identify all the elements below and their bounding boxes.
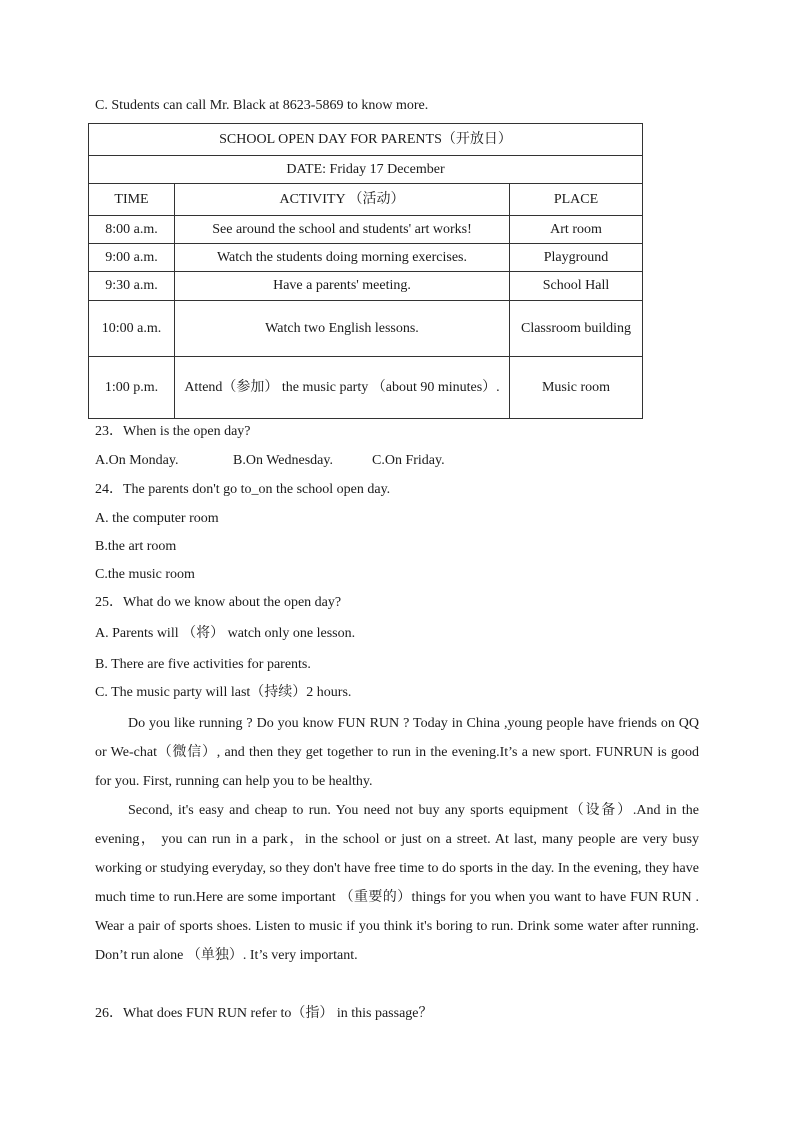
row-place: Art room bbox=[510, 216, 643, 244]
table-row bbox=[89, 272, 643, 301]
table-row bbox=[89, 216, 643, 244]
schedule-title: SCHOOL OPEN DAY FOR PARENTS（开放日） bbox=[89, 124, 643, 156]
header-activity: ACTIVITY （活动） bbox=[175, 184, 510, 216]
row-activity: See around the school and students' art works! bbox=[175, 216, 510, 244]
row-activity: Watch two English lessons. bbox=[175, 301, 510, 357]
row-time: 9:30 a.m. bbox=[89, 272, 175, 301]
q24-option-b: B.the art room bbox=[95, 539, 177, 554]
intro-line: C. Students can call Mr. Black at 8623-5869 to know more. bbox=[95, 98, 429, 113]
row-time: 10:00 a.m. bbox=[89, 301, 175, 357]
table-row bbox=[89, 244, 643, 272]
table-row bbox=[89, 357, 643, 419]
q25-stem: 25．What do we know about the open day? bbox=[95, 595, 342, 610]
q24-stem: 24．The parents don't go to_on the school open day. bbox=[95, 482, 391, 497]
table-row bbox=[89, 301, 643, 357]
schedule-table bbox=[88, 123, 643, 419]
row-place: Playground bbox=[510, 244, 643, 272]
q23-stem: 23．When is the open day? bbox=[95, 424, 251, 439]
row-activity: Attend（参加） the music party （about 90 minutes）. bbox=[175, 357, 510, 419]
row-activity: Have a parents' meeting. bbox=[175, 272, 510, 301]
q26-stem: 26．What does FUN RUN refer to（指） in this passage？ bbox=[95, 1006, 433, 1021]
schedule-date: DATE: Friday 17 December bbox=[89, 156, 643, 184]
q25-option-b: B. There are five activities for parents. bbox=[95, 657, 311, 672]
q23-option-c: C.On Friday. bbox=[372, 453, 445, 468]
table-title-row bbox=[89, 124, 643, 156]
q24-option-c: C.the music room bbox=[95, 567, 195, 582]
table-header-row bbox=[89, 184, 643, 216]
header-time: TIME bbox=[89, 184, 175, 216]
q25-option-c: C. The music party will last（持续）2 hours. bbox=[95, 685, 352, 700]
header-place: PLACE bbox=[510, 184, 643, 216]
passage-paragraph-2: Second, it's easy and cheap to run. You need not buy any sports equipment（设备）.And in the evening， you can run in a park，in the school or just on a street. At last, many people are very busy working or studying everyday, so they don't have free time to do sports in the day. In the evening, they have much time to run.Here are some important （重要的）things for you when you want to have FUN RUN . Wear a pair of sports shoes. Listen to music if you think it's boring to run. Drink some water after running. Don’t run alone （单独）. It’s very important. bbox=[95, 803, 699, 963]
row-activity: Watch the students doing morning exercises. bbox=[175, 244, 510, 272]
q23-option-b: B.On Wednesday. bbox=[233, 453, 333, 468]
table-date-row bbox=[89, 156, 643, 184]
q25-option-a: A. Parents will （将） watch only one lesson. bbox=[95, 626, 356, 641]
q23-option-a: A.On Monday. bbox=[95, 453, 179, 468]
passage-paragraph-1: Do you like running ? Do you know FUN RUN ? Today in China ,young people have friends on QQ or We-chat（微信）, and then they get together to run in the evening.It’s a new sport. FUNRUN is good for you. First, running can help you to be healthy. bbox=[95, 716, 699, 789]
row-time: 1:00 p.m. bbox=[89, 357, 175, 419]
row-place: Music room bbox=[510, 357, 643, 419]
row-place: School Hall bbox=[510, 272, 643, 301]
row-time: 8:00 a.m. bbox=[89, 216, 175, 244]
row-time: 9:00 a.m. bbox=[89, 244, 175, 272]
q24-option-a: A. the computer room bbox=[95, 511, 219, 526]
row-place: Classroom building bbox=[510, 301, 643, 357]
